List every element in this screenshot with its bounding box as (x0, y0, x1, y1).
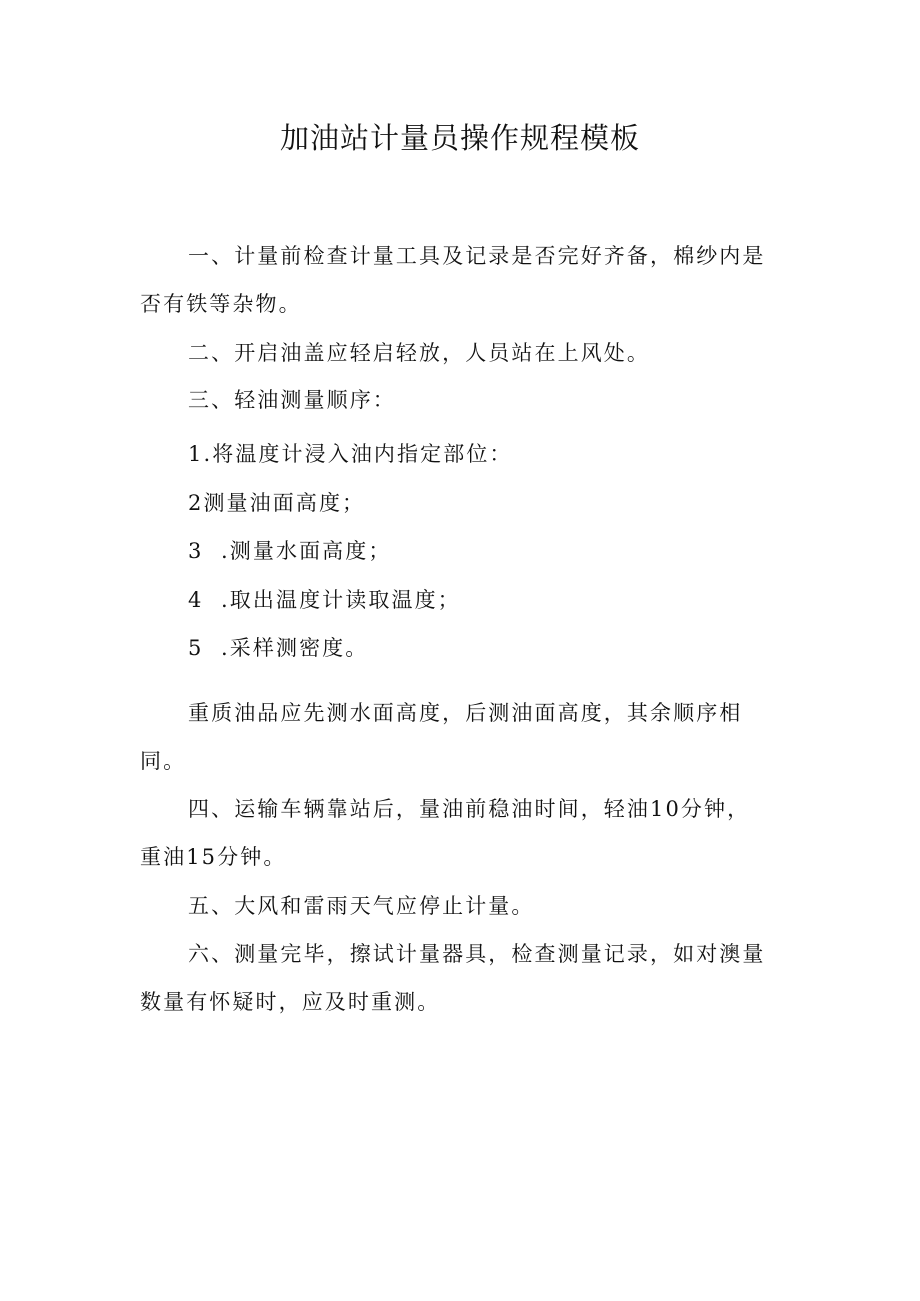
paragraph-3: 三、轻油测量顺序： (188, 388, 396, 412)
paragraph-6: 五、大风和雷雨天气应停止计量。 (188, 894, 535, 918)
list-item-2: 2测量油面高度； (188, 491, 366, 515)
list-item-4: 4 .取出温度计读取温度； (188, 588, 461, 612)
paragraph-4: 重质油品应先测水面高度，后测油面高度，其余顺序相同。 (140, 701, 743, 773)
list-item-3: 3 .测量水面高度； (188, 539, 392, 563)
paragraph-7: 六、测量完毕，擦试计量器具，检查测量记录，如对澳量数量有怀疑时，应及时重测。 (140, 942, 766, 1014)
list-item-5: 5 .采样测密度。 (188, 636, 369, 660)
paragraph-2: 二、开启油盖应轻启轻放，人员站在上风处。 (188, 341, 650, 365)
paragraph-5: 四、运输车辆靠站后，量油前稳油时间，轻油10分钟，重油15分钟。 (140, 797, 751, 869)
document-title: 加油站计量员操作规程模板 (279, 121, 640, 155)
list-item-1: 1.将温度计浸入油内指定部位： (188, 442, 513, 466)
paragraph-1: 一、计量前检查计量工具及记录是否完好齐备，棉纱内是否有铁等杂物。 (140, 244, 766, 316)
